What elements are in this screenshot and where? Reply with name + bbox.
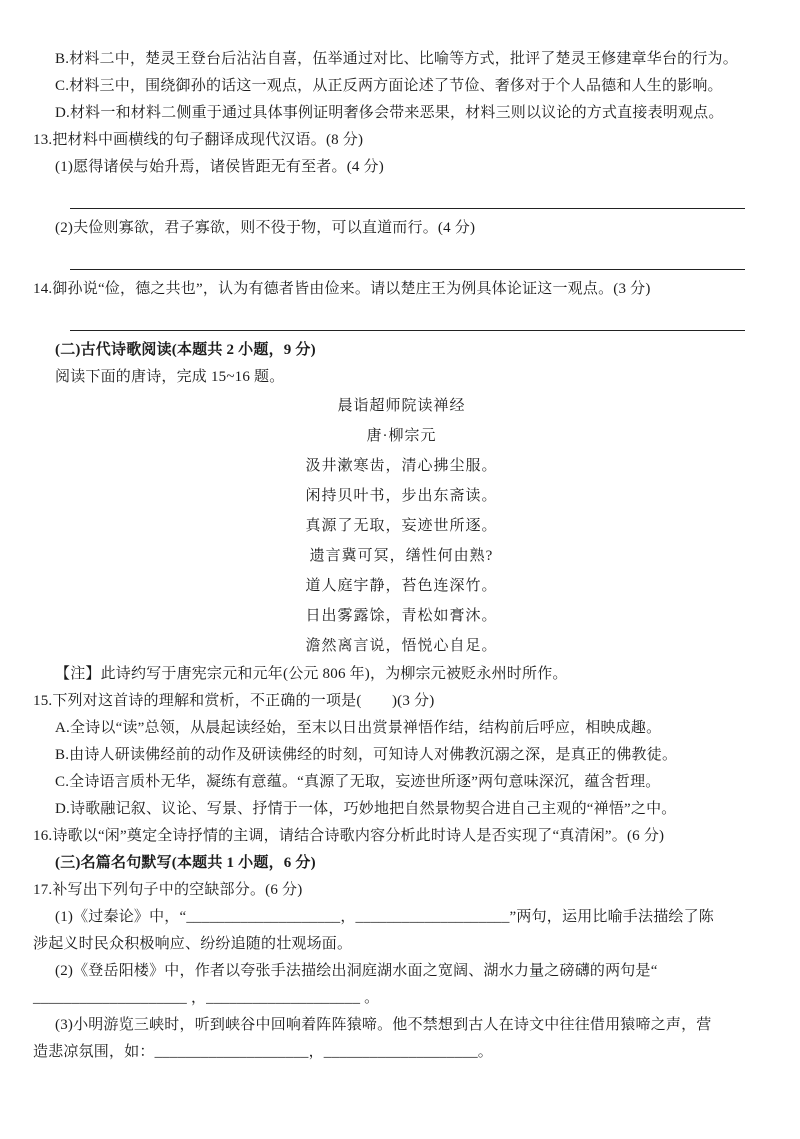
mc-option-d: D.材料一和材料二侧重于通过具体事例证明奢侈会带来恶果，材料三则以议论的方式直接表明观点。 [55, 105, 724, 121]
q15-option-d: D.诗歌融记叙、议论、写景、抒情于一体，巧妙地把自然景物契合进自己主观的“禅悟”之中。 [55, 801, 677, 817]
question-15-stem: 15.下列对这首诗的理解和赏析，不正确的一项是( )(3 分) [33, 693, 435, 709]
q17-sub1-line1: (1)《过秦论》中，“____________________，____________________”两句，运用比喻手法描绘了陈 [55, 909, 715, 925]
q15-option-b: B.由诗人研读佛经前的动作及研读佛经的时刻，可知诗人对佛教沉溺之深，是真正的佛教徒。 [55, 747, 678, 763]
q15-option-a: A.全诗以“读”总领，从晨起读经始，至末以日出赏景禅悟作结，结构前后呼应，相映成趣。 [55, 720, 662, 736]
q17-sub1-line2: 涉起义时民众积极响应、纷纷追随的壮观场面。 [33, 936, 353, 952]
q17-sub3-line2: 造悲凉氛围，如：____________________，____________________。 [33, 1044, 494, 1060]
poem-line: 澹然离言说，悟悦心自足。 [305, 638, 498, 654]
q17-sub3-line1: (3)小明游览三峡时，听到峡谷中回响着阵阵猿啼。他不禁想到古人在诗文中往往借用猿啼之声，营 [55, 1017, 712, 1033]
answer-blank-line [70, 242, 745, 270]
question-16-stem: 16.诗歌以“闲”奠定全诗抒情的主调，请结合诗歌内容分析此时诗人是否实现了“真清闲”。(6 分) [33, 828, 665, 844]
poem-note: 【注】此诗约写于唐宪宗元和元年(公元 806 年)，为柳宗元被贬永州时所作。 [55, 666, 568, 682]
question-13-stem: 13.把材料中画横线的句子翻译成现代汉语。(8 分) [33, 132, 364, 148]
section-2-heading: (二)古代诗歌阅读(本题共 2 小题，9 分) [55, 342, 316, 358]
answer-blank-line [70, 303, 745, 331]
poem-line: 日出雾露馀，青松如膏沐。 [305, 608, 498, 624]
poem-line: 闲持贝叶书，步出东斋读。 [305, 488, 498, 504]
poem-line: 真源了无取，妄迹世所逐。 [305, 518, 498, 534]
poem-author: 唐·柳宗元 [366, 428, 437, 444]
poem-line: 汲井漱寒齿，清心拂尘服。 [305, 458, 498, 474]
question-13-sub1: (1)愿得诸侯与始升焉，诸侯皆距无有至者。(4 分) [55, 159, 384, 175]
section-2-intro: 阅读下面的唐诗，完成 15~16 题。 [55, 369, 285, 385]
poem-block [33, 391, 770, 661]
poem-line: 遗言冀可冥，缮性何由熟? [309, 548, 494, 564]
mc-option-b: B.材料二中，楚灵王登台后沾沾自喜，伍举通过对比、比喻等方式，批评了楚灵王修建章华台的行为。 [55, 51, 738, 67]
answer-blank-line [70, 181, 745, 209]
section-3-heading: (三)名篇名句默写(本题共 1 小题，6 分) [55, 855, 316, 871]
question-14-stem: 14.御孙说“俭，德之共也”，认为有德者皆由俭来。请以楚庄王为例具体论证这一观点。(3 分) [33, 281, 651, 297]
question-13-sub2: (2)夫俭则寡欲，君子寡欲，则不役于物，可以直道而行。(4 分) [55, 220, 476, 236]
poem-line: 道人庭宇静，苔色连深竹。 [305, 578, 498, 594]
mc-option-c: C.材料三中，围绕御孙的话这一观点，从正反两方面论述了节俭、奢侈对于个人品德和人生的影响。 [55, 78, 723, 94]
q17-sub2-line2: ____________________ ，____________________ 。 [33, 990, 380, 1006]
q15-option-c: C.全诗语言质朴无华，凝练有意蕴。“真源了无取，妄迹世所逐”两句意味深沉，蕴含哲理。 [55, 774, 661, 790]
question-17-stem: 17.补写出下列句子中的空缺部分。(6 分) [33, 882, 303, 898]
q17-sub2-line1: (2)《登岳阳楼》中，作者以夸张手法描绘出洞庭湖水面之宽阔、湖水力量之磅礴的两句是“ [55, 963, 658, 979]
poem-title: 晨诣超师院读禅经 [337, 398, 466, 414]
